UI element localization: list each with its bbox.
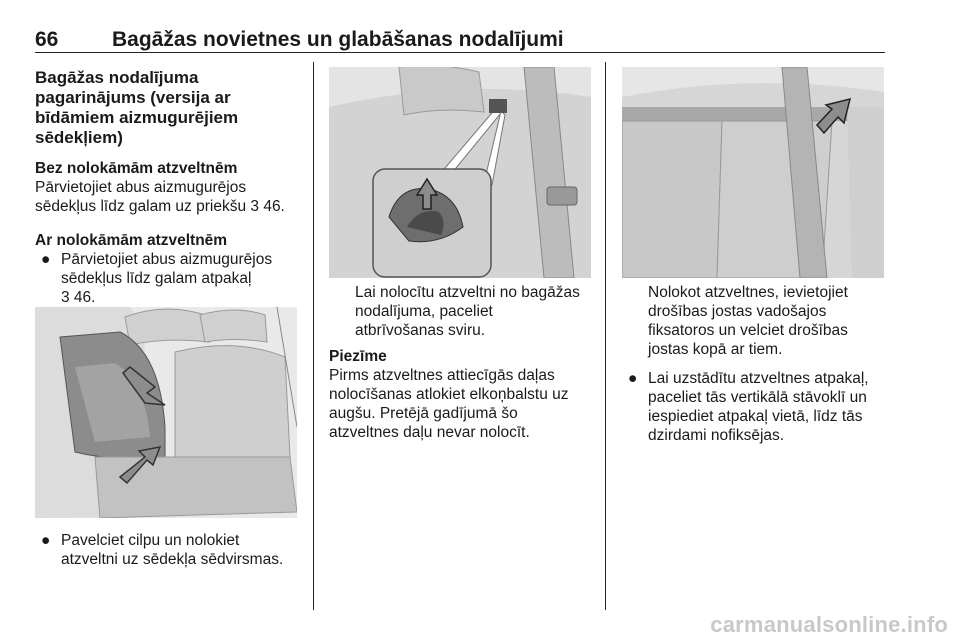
bullet-icon: ● [41, 532, 51, 549]
column-divider [605, 62, 606, 610]
list-item: ● Pārvietojiet abus aizmugurējos sēdekļus līdz galam atpakaļ 3 46. [41, 251, 273, 306]
page-ref: 3 46. [61, 289, 96, 306]
list-item: ● Pavelciet cilpu un nolokiet atzveltni uz sēdekļa sēdvirsmas. [41, 532, 284, 568]
bullet-icon: ● [628, 370, 638, 387]
image-caption: Nolokot atzveltnes, ievietojiet drošības jostas vadošajos fiksatoros un velciet drošības jostas kopā ar tiem. [648, 284, 848, 358]
subheading-without-folding: Bez nolokāmām atzveltnēm [35, 160, 238, 177]
illustration-rear-seat-fold [35, 307, 297, 518]
column-3 [622, 283, 892, 445]
column-divider [313, 62, 314, 610]
illustration-seat-belt-guide [622, 67, 884, 278]
illustration-release-lever [329, 67, 591, 278]
column-1 [35, 68, 305, 307]
image-caption: Lai nolocītu atzveltni no bagāžas nodalījuma, paceliet atbrīvošanas sviru. [355, 284, 580, 339]
page-header [35, 28, 885, 53]
section-heading: Bagāžas nodalījuma pagarinājums (versija ar bīdāmiem aizmugurējiem sēdekļiem) [35, 68, 239, 147]
watermark: carmanualsonline.info [710, 612, 948, 637]
bullet-icon: ● [41, 251, 51, 268]
note-heading: Piezīme [329, 348, 387, 365]
paragraph-move-forward: Pārvietojiet abus aizmugurējos sēdekļus līdz galam uz priekšu 3 46. [35, 179, 285, 215]
column-1-bottom [35, 531, 305, 569]
note-text: Pirms atzveltnes attiecīgās daļas nolocīšanas atlokiet elkoņbalstu uz augšu. Pretējā gadījumā šo atzveltnes daļu nevar nolocīt. [329, 367, 569, 441]
subheading-with-folding: Ar nolokāmām atzveltnēm [35, 232, 228, 249]
page-number: 66 [35, 28, 59, 51]
page-title: Bagāžas novietnes un glabāšanas nodalījumi [112, 28, 564, 51]
page-ref: 3 46. [250, 198, 285, 215]
column-2 [329, 283, 597, 442]
list-item: ● Lai uzstādītu atzveltnes atpakaļ, paceliet tās vertikālā stāvoklī un iespiediet atpakaļ vietā, līdz tās dzirdami nofiksējas. [628, 370, 869, 444]
